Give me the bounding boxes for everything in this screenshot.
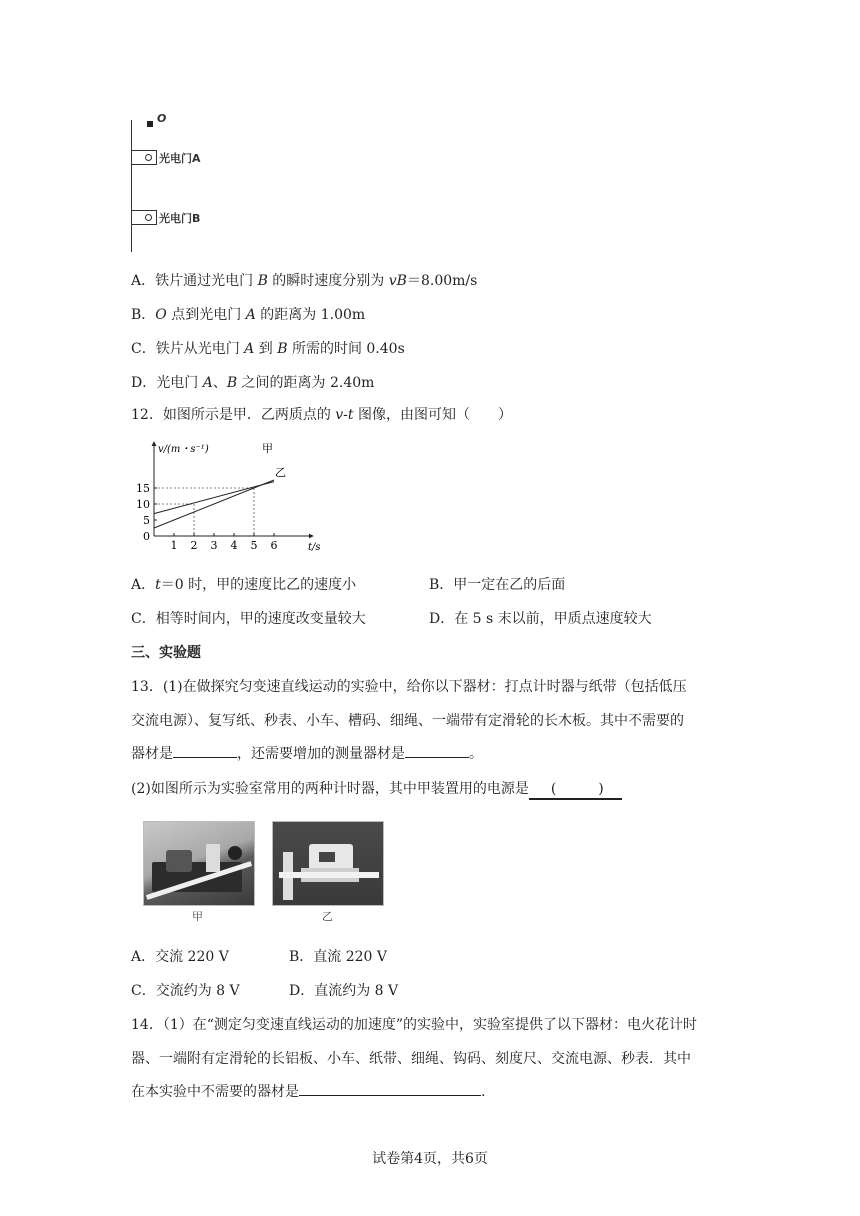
vt-chart bbox=[128, 438, 338, 558]
q13-option-c: C．交流约为 8 V bbox=[131, 983, 240, 999]
photo-yi-caption: 乙 bbox=[322, 910, 333, 923]
answer-blank-1 bbox=[173, 757, 237, 758]
y-tick-label: 10 bbox=[136, 498, 150, 511]
point-o-label: O bbox=[157, 112, 167, 125]
q13-line2: 交流电源）、复写纸、秒表、小车、槽码、细绳、一端带有定滑轮的长木板。其中不需要的 bbox=[131, 713, 684, 729]
q13-line1: 13．(1)在做探究匀变速直线运动的实验中，给你以下器材：打点计时器与纸带（包括低压 bbox=[131, 679, 687, 695]
section-title: 三、实验题 bbox=[131, 645, 201, 661]
y-tick-label: 5 bbox=[143, 514, 150, 527]
q11-option-a: A．铁片通过光电门 B 的瞬时速度分别为 vB＝8.00m/s bbox=[131, 273, 478, 289]
gate-b-label: 光电门B bbox=[159, 212, 201, 225]
photogate-figure bbox=[125, 110, 245, 255]
q14-line3: 在本实验中不需要的器材是 . bbox=[131, 1084, 486, 1100]
x-tick-label: 5 bbox=[250, 539, 258, 552]
q12-option-b: B．甲一定在乙的后面 bbox=[429, 577, 566, 593]
q13-part2: (2)如图所示为实验室常用的两种计时器，其中甲装置用的电源是 ( ) bbox=[131, 778, 622, 800]
x-tick-label: 6 bbox=[270, 539, 278, 552]
q12-option-c: C．相等时间内，甲的速度改变量较大 bbox=[131, 611, 366, 627]
answer-blank-4 bbox=[299, 1095, 481, 1096]
q11-option-b: B．O 点到光电门 A 的距离为 1.00m bbox=[131, 307, 366, 323]
iron-piece-marker bbox=[147, 121, 153, 127]
vertical-rail bbox=[131, 120, 132, 252]
q12-stem: 12．如图所示是甲．乙两质点的 v-t 图像，由图可知（ ） bbox=[131, 407, 512, 423]
series-yi-line bbox=[154, 482, 274, 514]
x-tick-label: 3 bbox=[210, 539, 218, 552]
q13-option-d: D．直流约为 8 V bbox=[289, 983, 399, 999]
q12-option-a: A．t＝0 时，甲的速度比乙的速度小 bbox=[131, 577, 357, 593]
x-tick-label: 1 bbox=[170, 539, 178, 552]
x-tick-label: 2 bbox=[190, 539, 198, 552]
photo-yi-timer bbox=[272, 821, 384, 906]
q11-option-c: C．铁片从光电门 A 到 B 所需的时间 0.40s bbox=[131, 341, 405, 357]
x-tick-label: 4 bbox=[230, 539, 238, 552]
gate-b-box bbox=[131, 210, 157, 225]
q14-line1: 14．（1）在“测定匀变速直线运动的加速度”的实验中，实验室提供了以下器材：电火花计时 bbox=[131, 1017, 698, 1033]
answer-blank-3: ( ) bbox=[529, 778, 622, 800]
y-tick-label: 0 bbox=[143, 530, 150, 543]
photo-jia-timer bbox=[143, 821, 255, 906]
photo-jia-caption: 甲 bbox=[192, 910, 203, 923]
page-footer: 试卷第4页，共6页 bbox=[372, 1151, 488, 1167]
gate-a-label: 光电门A bbox=[159, 152, 201, 165]
y-axis-label: v/(m・s⁻¹) bbox=[158, 444, 209, 455]
gate-a-box bbox=[131, 150, 157, 165]
series-yi-label: 乙 bbox=[275, 466, 286, 479]
x-axis-label: t/s bbox=[308, 542, 321, 553]
answer-blank-2 bbox=[405, 757, 469, 758]
series-jia-label: 甲 bbox=[262, 442, 273, 455]
q13-line3: 器材是 ，还需要增加的测量器材是 。 bbox=[131, 746, 483, 762]
q14-line2: 器、一端附有定滑轮的长铝板、小车、纸带、细绳、钩码、刻度尺、交流电源、秒表．其中 bbox=[131, 1051, 691, 1067]
q12-option-d: D．在 5 s 末以前，甲质点速度较大 bbox=[429, 611, 652, 627]
q13-option-a: A．交流 220 V bbox=[131, 949, 229, 965]
q11-option-d: D．光电门 A、B 之间的距离为 2.40m bbox=[131, 375, 375, 391]
y-tick-label: 15 bbox=[136, 482, 150, 495]
q13-option-b: B．直流 220 V bbox=[289, 949, 388, 965]
